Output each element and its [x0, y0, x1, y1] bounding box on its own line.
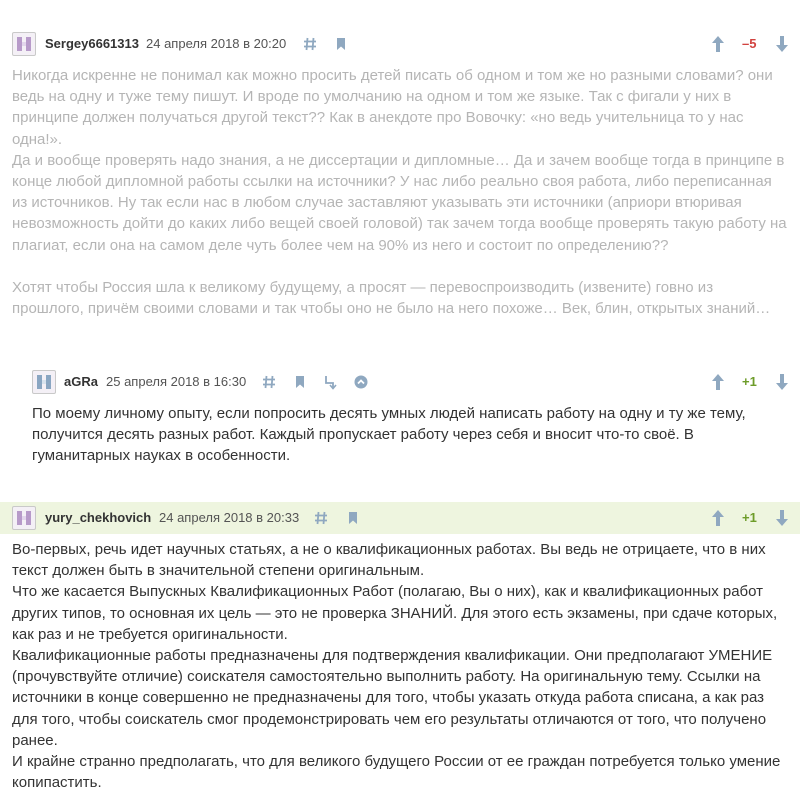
- bookmark-icon[interactable]: [292, 374, 308, 390]
- comment-sergey6661313: [0, 28, 800, 348]
- comment-body: [12, 65, 787, 319]
- comment-body: [32, 403, 787, 467]
- comment-paragraph: Квалификационные работы предназначены для подтверждения квалификации. Они предполагают УМЕНИЕ (прочувствуйте отличие) соискателя самостоятельно выполнить работу. На оригинальную тему. Ссылки на источники в конце совершенно не предназначены для того, чтобы указать откуда работа списана, а как раз для того, чтобы соискатель смог продемонстрировать чем его результаты отличаются от того, что получено ранее.: [12, 647, 773, 749]
- hash-icon[interactable]: [302, 36, 318, 52]
- parent-comment-icon[interactable]: [322, 374, 338, 390]
- comment-author[interactable]: aGRa: [64, 374, 98, 389]
- comment-paragraph: И крайне странно предполагать, что для великого будущего России от ее граждан потребуется только умение копипастить.: [12, 753, 781, 792]
- comment-body: [12, 539, 787, 793]
- user-avatar[interactable]: [12, 32, 36, 56]
- comment-paragraph: Во-первых, речь идет научных статьях, а не о квалификационных работах. Вы ведь не отрицаете, что в них текст должен быть в значительной степени оригинальным.: [12, 541, 766, 580]
- comment-paragraph: По моему личному опыту, если попросить десять умных людей написать работу на одну и ту же тему, получится десять разных работ. Каждый пропускает работу через себя и вносит что-то своё. В гуманитарных науках в особенности.: [32, 405, 746, 465]
- hash-icon[interactable]: [261, 374, 277, 390]
- comment-yury-chekhovich: [0, 502, 800, 800]
- hash-icon[interactable]: [313, 510, 329, 526]
- comment-paragraph: Хотят чтобы Россия шла к великому будущему, а просят — перевоспроизводить (извените) говно из прошлого, причём своими словами и так чтобы оно не было на него похоже… Век, блин, открытых знаний…: [12, 279, 771, 318]
- bookmark-icon[interactable]: [333, 36, 349, 52]
- comment-author[interactable]: yury_chekhovich: [45, 510, 152, 525]
- collapse-up-icon[interactable]: [353, 374, 369, 390]
- arrow-up-icon[interactable]: [710, 34, 726, 54]
- comment-header: [0, 366, 800, 398]
- comment-header: [0, 502, 800, 534]
- comment-paragraph: Да и вообще проверять надо знания, а не диссертации и дипломные… Да и зачем вообще тогда в принципе в конце любой дипломной работы ссылки на источники? У нас либо реально своя работа, либо переписанная из источников. Ну так если нас в любом случае заставляют указывать эти источники (априори втюривая невозможность дойти до каких либо вещей своей головой) так зачем тогда вообще проверять такую работу на плагиат, если она на самом деле чуть более чем на 90% из него и состоит по определению??: [12, 151, 787, 254]
- comment-date[interactable]: 24 апреля 2018 в 20:20: [146, 36, 287, 51]
- arrow-down-icon[interactable]: [774, 508, 790, 528]
- arrow-up-icon[interactable]: [710, 372, 726, 392]
- bookmark-icon[interactable]: [345, 510, 361, 526]
- comment-paragraph: Что же касается Выпускных Квалификационных Работ (полагаю, Вы о них), как и квалификационных работ других типов, то основная их цель — это не проверка ЗНАНИЙ. Для этого есть экзамены, при сдаче которых, как раз и не требуется оригинальности.: [12, 583, 778, 643]
- comment-score: –5: [742, 36, 757, 51]
- comment-date[interactable]: 25 апреля 2018 в 16:30: [106, 374, 247, 389]
- arrow-up-icon[interactable]: [710, 508, 726, 528]
- user-avatar[interactable]: [32, 370, 56, 394]
- comment-agra: [0, 366, 800, 476]
- paragraph-spacer: [12, 256, 787, 277]
- comment-score: +1: [742, 510, 757, 525]
- comment-date[interactable]: 24 апреля 2018 в 20:33: [159, 510, 300, 525]
- comment-score: +1: [742, 374, 757, 389]
- arrow-down-icon[interactable]: [774, 34, 790, 54]
- comment-paragraph: Никогда искренне не понимал как можно просить детей писать об одном и том же но разными словами? они ведь на одну и туже тему пишут. И вроде по умолчанию на одном и том же языке. Так с фигали у них в принципе должен получаться другой текст?? Как в анекдоте про Вовочку: «но ведь учительница то у нас одна!».: [12, 67, 773, 148]
- comment-header: [0, 28, 800, 60]
- arrow-down-icon[interactable]: [774, 372, 790, 392]
- user-avatar[interactable]: [12, 506, 36, 530]
- comment-author[interactable]: Sergey6661313: [45, 36, 139, 51]
